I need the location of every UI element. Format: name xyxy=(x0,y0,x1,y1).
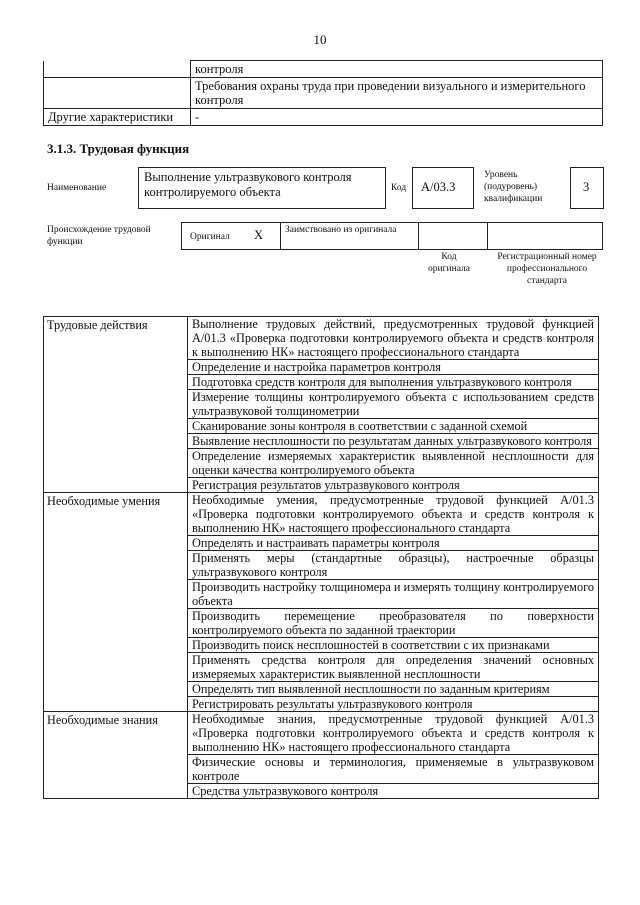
borrowed-label: Заимствовано из оригинала xyxy=(285,225,397,235)
page-number: 10 xyxy=(313,32,327,47)
list-item: Сканирование зоны контроля в соответствии с заданной схемой xyxy=(188,419,599,434)
code-label: Код xyxy=(391,183,407,193)
reg-caption: Регистрационный номер профессионального стандарта xyxy=(497,252,597,286)
list-item: Регистрация результатов ультразвукового контроля xyxy=(188,478,599,493)
level-box xyxy=(570,167,604,209)
table-row xyxy=(44,78,603,109)
name-box xyxy=(138,167,386,209)
name-value: Выполнение ультразвукового контроля контролируемого объекта xyxy=(144,170,352,199)
table-cell xyxy=(44,78,191,109)
list-item: Определение измеряемых характеристик выявленной несплошности для оценки качества контролируемого объекта xyxy=(188,449,599,478)
list-item: Измерение толщины контролируемого объекта с использованием средств ультразвуковой толщинометрии xyxy=(188,390,599,419)
table-cell: - xyxy=(191,109,603,126)
list-item: Производить настройку толщиномера и измерять толщину контролируемого объекта xyxy=(188,580,599,609)
table-row xyxy=(44,712,599,755)
origin-box xyxy=(181,222,603,250)
table-row xyxy=(44,109,603,126)
table-row xyxy=(44,493,599,536)
main-table xyxy=(43,316,599,799)
code-box xyxy=(412,167,474,209)
section-label: Необходимые умения xyxy=(44,493,188,712)
code-caption: Код оригинала xyxy=(428,252,470,274)
table-cell: Другие характеристики xyxy=(44,109,191,126)
list-item: Необходимые знания, предусмотренные трудовой функцией А/01.3 «Проверка подготовки контролируемого объекта и средств контроля к выполнению НК» настоящего профессионального стандарта xyxy=(188,712,599,755)
list-item: Применять меры (стандартные образцы), настроечные образцы ультразвукового контроля xyxy=(188,551,599,580)
list-item: Применять средства контроля для определения значений основных измеряемых характеристик выявленной несплошности xyxy=(188,653,599,682)
original-mark: X xyxy=(254,228,264,242)
code-value: А/03.3 xyxy=(421,180,456,194)
list-item: Определение и настройка параметров контроля xyxy=(188,360,599,375)
section-label: Необходимые знания xyxy=(44,712,188,799)
section-heading: 3.1.3. Трудовая функция xyxy=(47,141,190,156)
table-row xyxy=(44,61,603,78)
section-label: Трудовые действия xyxy=(44,317,188,493)
level-label: Уровень (подуровень) квалификации xyxy=(484,170,543,204)
list-item: Физические основы и терминология, применяемые в ультразвуковом контроле xyxy=(188,755,599,784)
list-item: Производить поиск несплошностей в соответствии с их признаками xyxy=(188,638,599,653)
list-item: Определять тип выявленной несплошности по заданным критериям xyxy=(188,682,599,697)
list-item: Определять и настраивать параметры контроля xyxy=(188,536,599,551)
list-item: Выполнение трудовых действий, предусмотренных трудовой функцией А/01.3 «Проверка подготовки контролируемого объекта и средств контроля к выполнению НК» настоящего профессионального стандарта xyxy=(188,317,599,360)
name-label: Наименование xyxy=(47,183,107,193)
list-item: Необходимые умения, предусмотренные трудовой функцией А/01.3 «Проверка подготовки контролируемого объекта и средств контроля к выполнению НК» настоящего профессионального стандарта xyxy=(188,493,599,536)
list-item: Подготовка средств контроля для выполнения ультразвукового контроля xyxy=(188,375,599,390)
origin-label: Происхождение трудовой функции xyxy=(47,225,151,247)
table-cell: Требования охраны труда при проведении визуального и измерительного контроля xyxy=(191,78,603,109)
list-item: Выявление несплошности по результатам данных ультразвукового контроля xyxy=(188,434,599,449)
list-item: Производить перемещение преобразователя по поверхности контролируемого объекта по заданной траектории xyxy=(188,609,599,638)
table-cell xyxy=(44,61,191,78)
list-item: Средства ультразвукового контроля xyxy=(188,784,599,799)
table-row xyxy=(44,317,599,360)
original-label: Оригинал xyxy=(190,232,230,242)
level-value: 3 xyxy=(583,180,590,194)
table-cell: контроля xyxy=(191,61,603,78)
list-item: Регистрировать результаты ультразвукового контроля xyxy=(188,697,599,712)
top-table xyxy=(43,60,603,126)
